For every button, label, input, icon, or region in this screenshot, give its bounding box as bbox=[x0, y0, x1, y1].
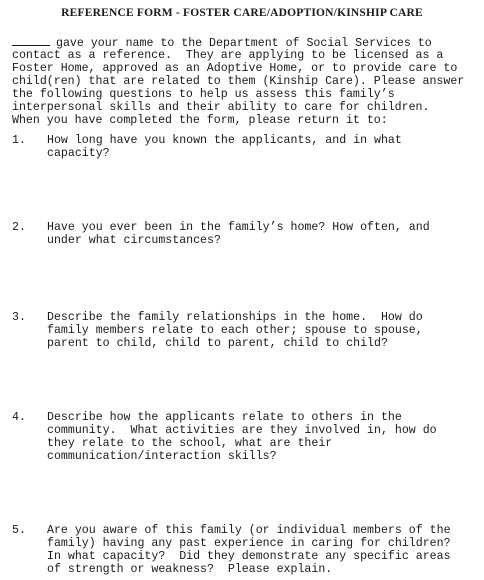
question-text bbox=[47, 221, 430, 247]
intro-line-5: interpersonal skills and their ability to care for children. bbox=[12, 101, 430, 114]
question-line: of strength or weakness? Please explain. bbox=[47, 563, 333, 576]
question-line: Describe how the applicants relate to others in the bbox=[47, 411, 402, 424]
intro-line-0-row bbox=[12, 36, 432, 50]
intro-line-2: Foster Home, approved as an Adoptive Home, or to provide care to bbox=[12, 62, 458, 75]
intro-line-0: gave your name to the Department of Social Services to bbox=[56, 37, 432, 50]
intro-line-1: contact as a reference. They are applying to be licensed as a bbox=[12, 49, 444, 62]
question-line: under what circumstances? bbox=[47, 234, 221, 247]
question-text bbox=[47, 524, 451, 576]
question-line: In what capacity? Did they demonstrate any specific areas bbox=[47, 550, 451, 563]
form-title: REFERENCE FORM - FOSTER CARE/ADOPTION/KINSHIP CARE bbox=[61, 7, 423, 19]
question-number: 1. bbox=[12, 134, 26, 147]
question-number: 2. bbox=[12, 221, 26, 234]
question-line: Have you ever been in the family’s home? How often, and bbox=[47, 221, 430, 234]
question-line: family) having any past experience in caring for children? bbox=[47, 537, 451, 550]
question-number: 4. bbox=[12, 411, 26, 424]
intro-line-4: the following questions to help us assess this family’s bbox=[12, 88, 395, 101]
intro-line-6: When you have completed the form, please return it to: bbox=[12, 114, 388, 127]
question-line: How long have you known the applicants, and in what bbox=[47, 134, 402, 147]
question-line: family members relate to each other; spouse to spouse, bbox=[47, 324, 423, 337]
question-line: Are you aware of this family (or individual members of the bbox=[47, 524, 451, 537]
question-line: they relate to the school, what are their bbox=[47, 437, 333, 450]
name-blank-line bbox=[12, 36, 50, 46]
question-line: parent to child, child to parent, child to child? bbox=[47, 337, 388, 350]
question-text bbox=[47, 411, 437, 463]
question-number: 5. bbox=[12, 524, 26, 537]
question-line: community. What activities are they involved in, how do bbox=[47, 424, 437, 437]
question-number: 3. bbox=[12, 311, 26, 324]
question-text bbox=[47, 134, 402, 160]
question-line: communication/interaction skills? bbox=[47, 450, 277, 463]
question-text bbox=[47, 311, 423, 350]
question-line: capacity? bbox=[47, 147, 110, 160]
question-line: Describe the family relationships in the home. How do bbox=[47, 311, 423, 324]
intro-line-3: child(ren) that are related to them (Kinship Care). Please answer bbox=[12, 75, 465, 88]
